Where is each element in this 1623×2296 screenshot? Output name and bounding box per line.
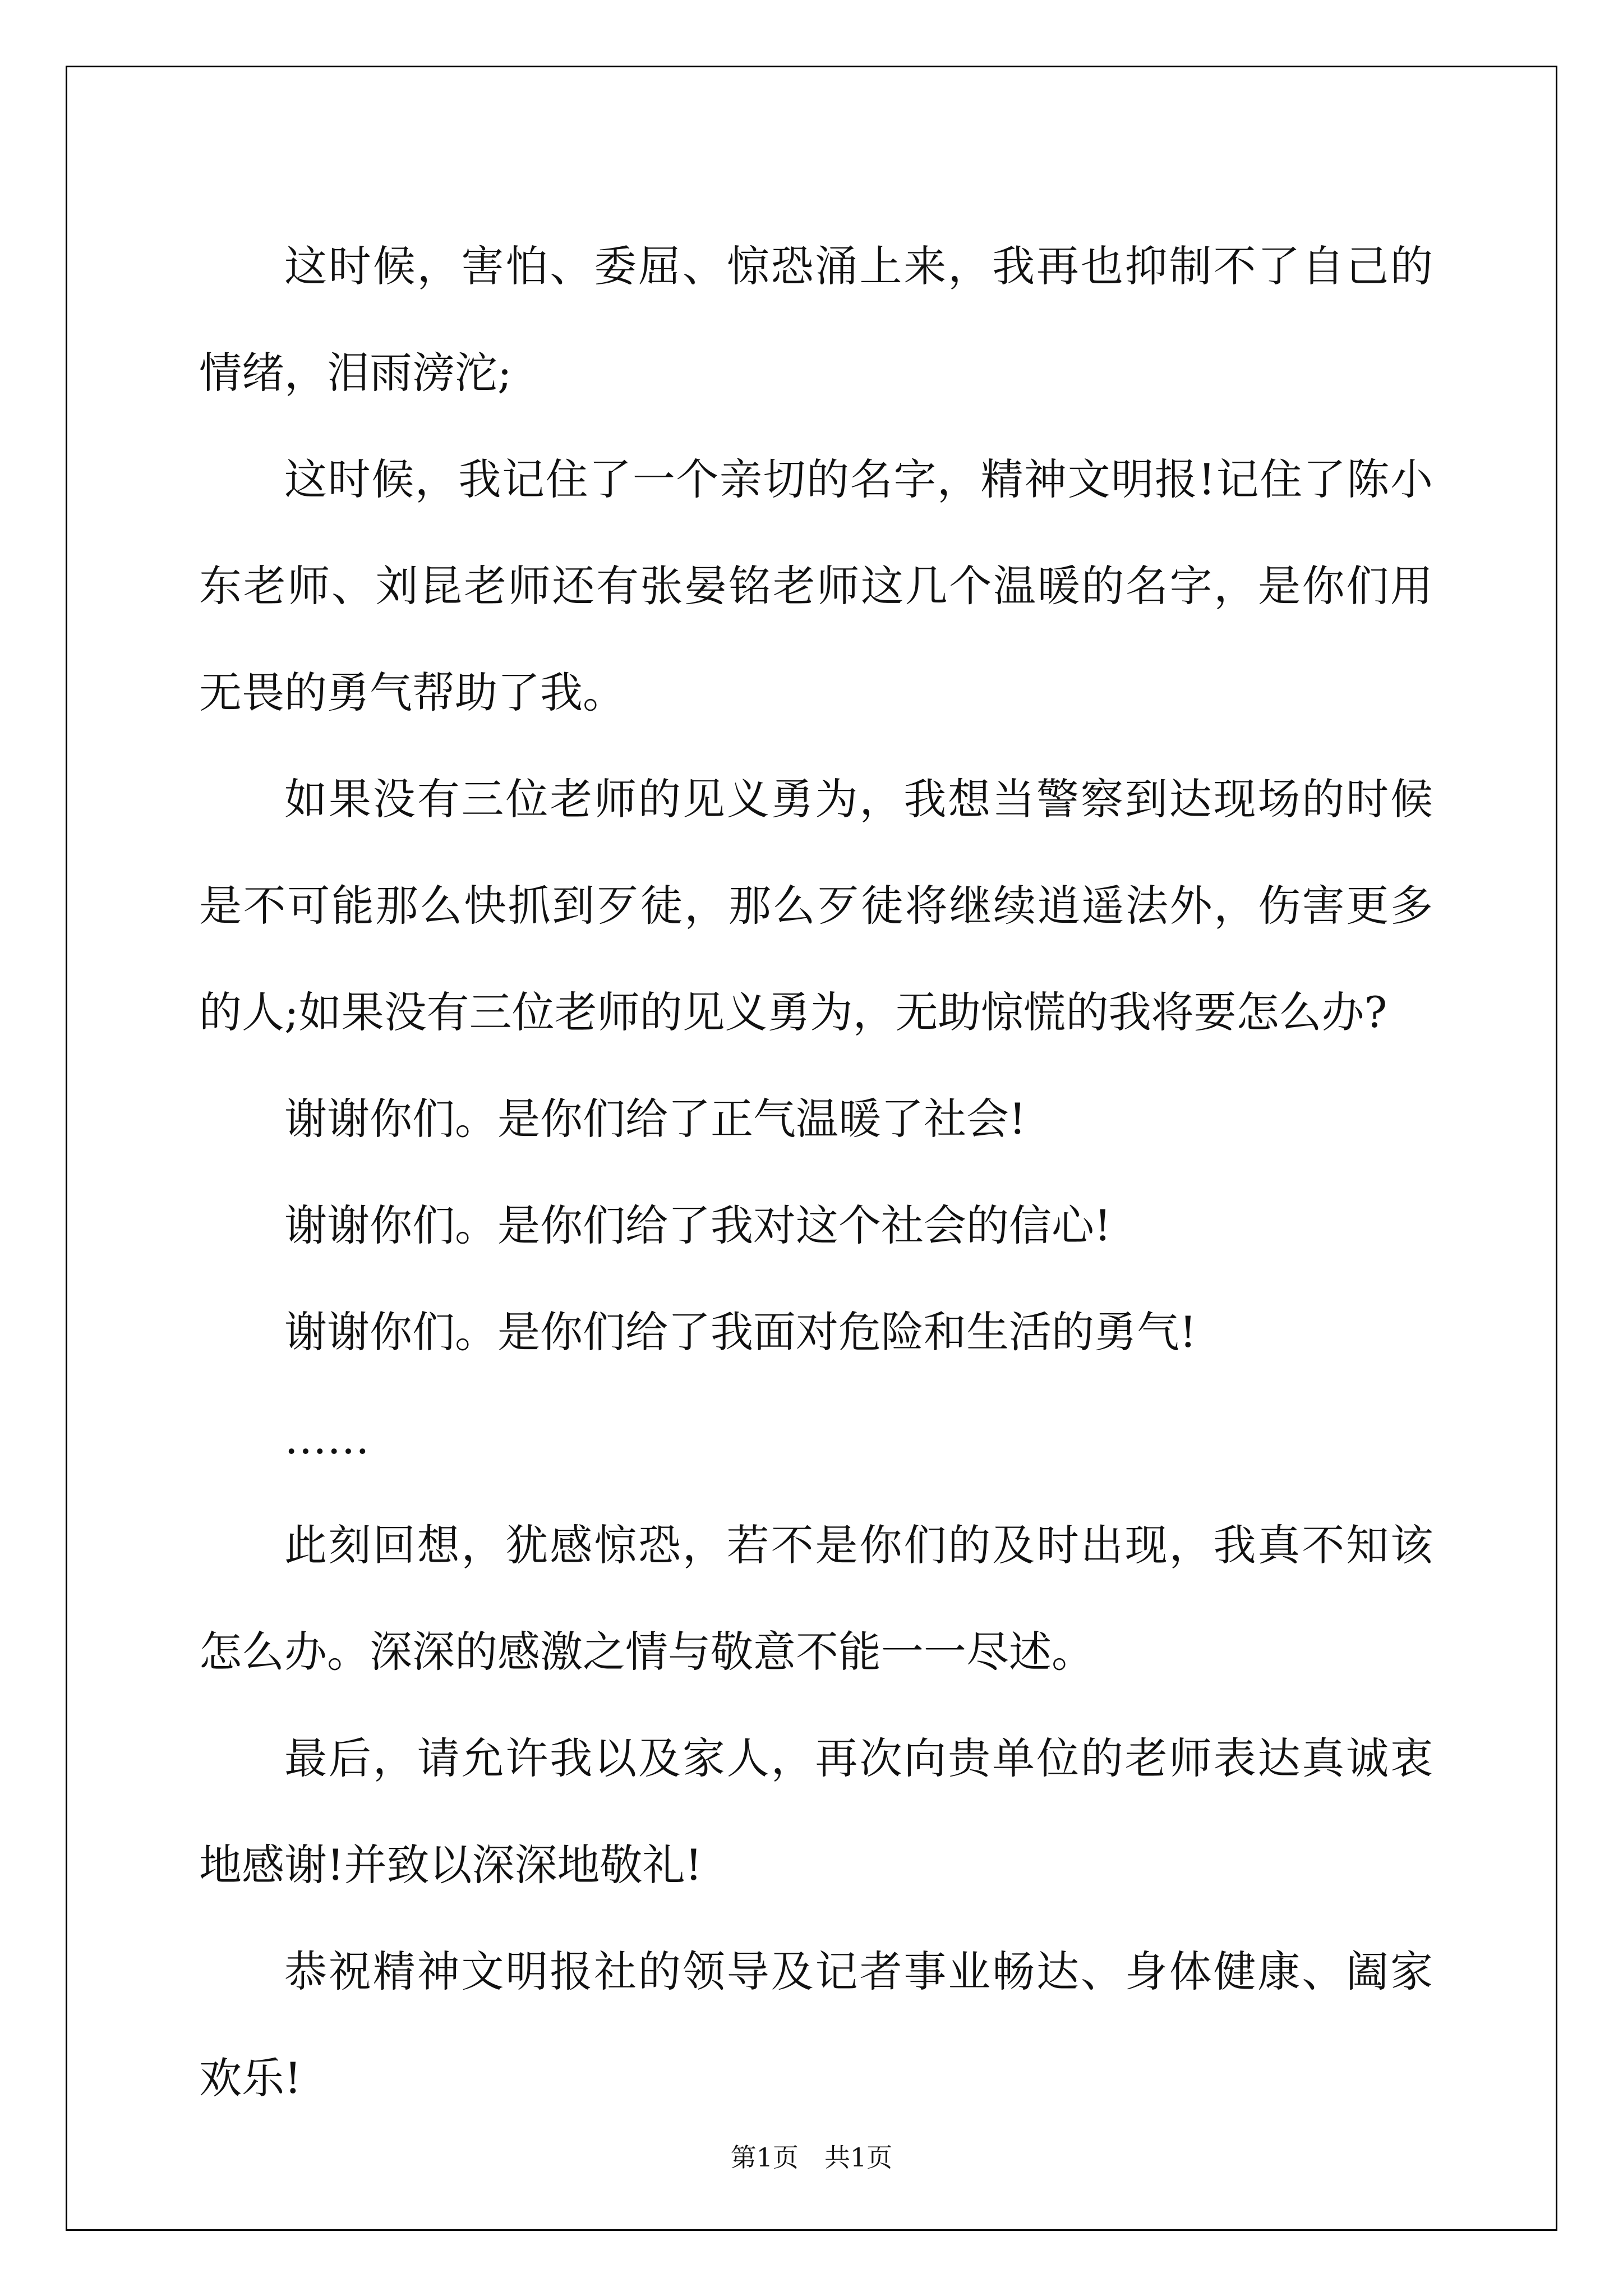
paragraph: 谢谢你们。是你们给了正气温暖了社会! bbox=[284, 1094, 1026, 1144]
paragraph: 如果没有三位老师的见义勇为，我想当警察到达现场的时候是不可能那么快抓到歹徒，那么歹徒将继续逍遥法外，伤害更多的人;如果没有三位老师的见义勇为，无助惊慌的我将要怎么办? bbox=[199, 774, 1433, 1037]
paragraph: 这时候，害怕、委屈、惊恐涌上来，我再也抑制不了自己的情绪，泪雨滂沱; bbox=[199, 241, 1433, 398]
paragraph: 恭祝精神文明报社的领导及记者事业畅达、身体健康、阖家欢乐! bbox=[199, 1947, 1433, 2103]
document-body bbox=[199, 213, 1433, 2132]
paragraph: 谢谢你们。是你们给了我面对危险和生活的勇气! bbox=[284, 1307, 1197, 1357]
paragraph: 最后，请允许我以及家人，再次向贵单位的老师表达真诚衷地感谢!并致以深深地敬礼! bbox=[199, 1733, 1433, 1890]
paragraph: …… bbox=[284, 1414, 370, 1464]
paragraph: 这时候，我记住了一个亲切的名字，精神文明报!记住了陈小东老师、刘昆老师还有张晏铭老师这几个温暖的名字，是你们用无畏的勇气帮助了我。 bbox=[199, 454, 1433, 717]
page-footer: 第1页 共1页 bbox=[730, 2142, 893, 2173]
paragraph: 此刻回想，犹感惊恐，若不是你们的及时出现，我真不知该怎么办。深深的感激之情与敬意不能一一尽述。 bbox=[199, 1520, 1433, 1677]
paragraph: 谢谢你们。是你们给了我对这个社会的信心! bbox=[284, 1200, 1112, 1250]
